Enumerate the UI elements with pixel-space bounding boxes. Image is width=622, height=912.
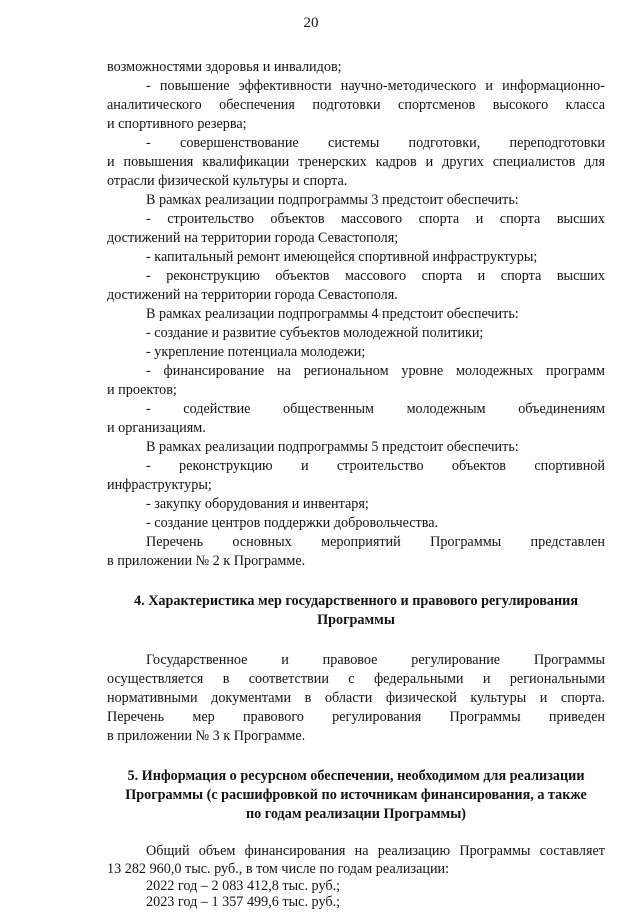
text-line: достижений на территории города Севастополя. <box>107 287 398 303</box>
text-line: 2022 год – 2 083 412,8 тыс. руб.; <box>146 878 341 894</box>
text-line: 2023 год – 1 357 499,6 тыс. руб.; <box>146 894 341 910</box>
text-line: - капитальный ремонт имеющейся спортивной инфраструктуры; <box>146 249 538 265</box>
text-line: и спортивного резерва; <box>107 116 247 132</box>
text-line: аналитического обеспечения подготовки спортсменов высокого класса <box>107 97 605 113</box>
text-line: - реконструкцию объектов массового спорта и спорта высших <box>146 268 605 284</box>
text-line: В рамках реализации подпрограммы 5 предстоит обеспечить: <box>146 439 519 455</box>
section-5-heading: Программы (с расшифровкой по источникам финансирования, а также <box>125 787 587 803</box>
text-line: В рамках реализации подпрограммы 4 предстоит обеспечить: <box>146 306 519 322</box>
text-line: - реконструкцию и строительство объектов спортивной <box>146 458 605 474</box>
text-line: отрасли физической культуры и спорта. <box>107 173 348 189</box>
section-4-heading: Программы <box>317 612 395 628</box>
text-line: и организациям. <box>107 420 206 436</box>
text-line: достижений на территории города Севастополя; <box>107 230 399 246</box>
text-line: 13 282 960,0 тыс. руб., в том числе по годам реализации: <box>107 861 450 877</box>
text-line: - создание центров поддержки добровольчества. <box>146 515 439 531</box>
text-line: - совершенствование системы подготовки, переподготовки <box>146 135 605 151</box>
page-number: 20 <box>303 15 319 31</box>
text-line: Перечень мер правового регулирования Программы приведен <box>107 709 605 725</box>
text-line: инфраструктуры; <box>107 477 212 493</box>
text-line: В рамках реализации подпрограммы 3 предстоит обеспечить: <box>146 192 519 208</box>
text-line: Государственное и правовое регулирование Программы <box>146 652 605 668</box>
text-line: - повышение эффективности научно-методического и информационно- <box>146 78 605 94</box>
text-line: - содействие общественным молодежным объединениям <box>146 401 605 417</box>
section-5-heading: 5. Информация о ресурсном обеспечении, необходимом для реализации <box>127 768 585 784</box>
text-line: Перечень основных мероприятий Программы представлен <box>146 534 605 550</box>
text-line: - финансирование на региональном уровне молодежных программ <box>146 363 605 379</box>
text-line: - строительство объектов массового спорта и спорта высших <box>146 211 605 227</box>
text-line: и проектов; <box>107 382 177 398</box>
text-line: возможностями здоровья и инвалидов; <box>107 59 342 75</box>
text-line: и повышения квалификации тренерских кадров и других специалистов для <box>107 154 605 170</box>
text-line: нормативными документами в области физической культуры и спорта. <box>107 690 605 706</box>
text-line: - укрепление потенциала молодежи; <box>146 344 366 360</box>
text-line: осуществляется в соответствии с федеральными и региональными <box>107 671 605 687</box>
text-line: в приложении № 2 к Программе. <box>107 553 306 569</box>
text-line: Общий объем финансирования на реализацию Программы составляет <box>146 843 605 859</box>
section-5-heading: по годам реализации Программы) <box>245 806 467 822</box>
text-line: в приложении № 3 к Программе. <box>107 728 306 744</box>
text-line: - создание и развитие субъектов молодежной политики; <box>146 325 484 341</box>
section-4-heading: 4. Характеристика мер государственного и правового регулирования <box>134 593 578 609</box>
text-line: - закупку оборудования и инвентаря; <box>146 496 369 512</box>
